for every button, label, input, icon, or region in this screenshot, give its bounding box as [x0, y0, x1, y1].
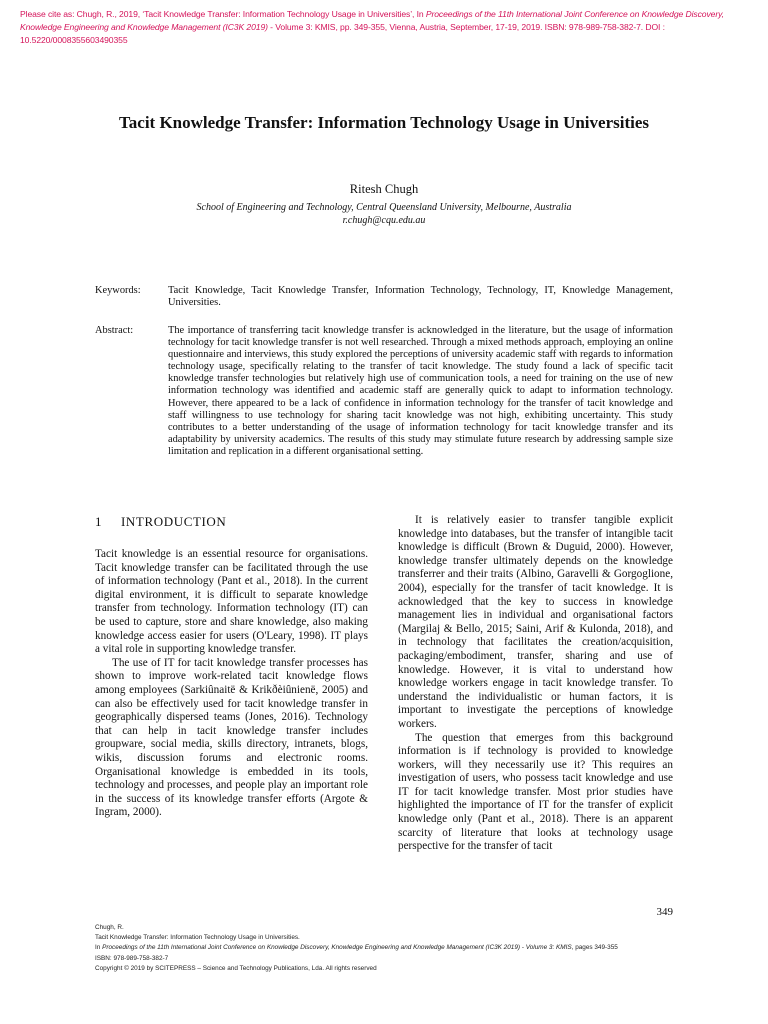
publication-footer: [95, 923, 735, 974]
paper-title: Tacit Knowledge Transfer: Information Technology Usage in Universities: [119, 113, 649, 132]
footer-isbn: ISBN: 978-989-758-382-7: [95, 954, 169, 962]
left-column: [95, 514, 368, 820]
intro-paragraph-4: The question that emerges from this background information is if technology is provided to knowledge workers, will they necessarily use it? This requires an investigation of users, who possess tacit knowledge and use IT for tacit knowledge transfer. Most prior studies have highlighted the importance of IT for the transfer of explicit knowledge only (Pant et al., 2018). There is an apparent scarcity of literature that looks at technology usage perspective for the transfer of tacit: [398, 731, 673, 853]
citation-post: - Volume 3: KMIS, pp. 349-355, Vienna, Austria, September, 17-19, 2019. ISBN: 978-989-758-382-7. DOI : 10.5220/0008355603490355: [20, 22, 665, 45]
footer-title: Tacit Knowledge Transfer: Information Technology Usage in Universities.: [95, 934, 300, 942]
affiliation: School of Engineering and Technology, Central Queensland University, Melbourne, Australia: [196, 202, 572, 213]
author-name: Ritesh Chugh: [349, 182, 419, 196]
footer-pages: , pages 349-355: [571, 944, 618, 952]
section-title: INTRODUCTION: [121, 514, 227, 529]
author-email: r.chugh@cqu.edu.au: [342, 215, 426, 226]
section-heading: [95, 514, 368, 530]
right-column: [398, 514, 673, 854]
footer-proceedings-title: Proceedings of the 11th International Joint Conference on Knowledge Discovery, Knowledge Engineering and Knowledge Management (IC3K 2019) - Volume 3: KMIS: [102, 944, 572, 952]
keywords-label: Keywords:: [95, 285, 141, 296]
keywords-text: Tacit Knowledge, Tacit Knowledge Transfer, Information Technology, Technology, IT, Knowledge Management, Universities.: [168, 285, 673, 309]
citation-notice: [20, 8, 750, 47]
intro-paragraph-2: The use of IT for tacit knowledge transfer processes has shown to improve work-related tacit knowledge flows among employees (Sarkiûnaitë & Krikðèiûnienë, 2005) and can also be effectively used for tacit knowledge transfer in geographically dispersed teams (Jones, 2016). Technology that can help in tacit knowledge transfer includes groupware, social media, skills directory, intranets, blogs, wikis, discussion forums and electronic rooms. Organisational knowledge is embedded in its tools, technology and processes, and people play an important role in the success of its knowledge transfer efforts (Argote & Ingram, 2000).: [95, 656, 368, 819]
citation-proceedings: Proceedings of the 11th International Joint Conference on Knowledge Discovery, Knowledge Engineering and Knowledge Management (IC3K 2019): [20, 9, 724, 32]
footer-author: Chugh, R.: [95, 924, 124, 931]
intro-paragraph-3: It is relatively easier to transfer tangible explicit knowledge into databases, but the transfer of intangible tacit knowledge is difficult (Brown & Duguid, 2000). However, knowledge transfer ultimately depends on the knowledge transferrer and their traits (Albino, Garavelli & Gorgoglione, 2004), especially for the transfer of tacit knowledge. It is acknowledged that the key to success in knowledge management lies in individual and organisational factors (Margilaj & Bello, 2015; Saini, Arif & Kulonda, 2018), and in technology that facilitates the creation/acquisition, packaging/embodiment, transfer, sharing and use of knowledge. However, it is vital to understand how knowledge workers engage in tacit knowledge transfer. To understand the individualistic or human factors, it is important to investigate the perceptions of knowledge workers.: [398, 514, 673, 730]
citation-pre: Please cite as: Chugh, R., 2019, ‘Tacit Knowledge Transfer: Information Technology Usage in Universities’, In: [20, 9, 426, 19]
page-number: 349: [656, 906, 673, 918]
footer-proceedings: [95, 943, 735, 953]
footer-in: In: [95, 944, 103, 952]
abstract-text: The importance of transferring tacit knowledge transfer is acknowledged in the literature, but the usage of information technology for tacit knowledge transfer is not well researched. Through a mixed methods approach, employing an online questionnaire and interviews, this study explored the perceptions of university academic staff with regards to information technology usage, specifically relating to the transfer of tacit knowledge. The study found a lack of specific tacit knowledge transfer technologies but relatively high use of communication tools, a need for training on the use of new information technology was identified and academic staff are generally quick to adapt to information technology. However, there appeared to be a lack of confidence in information technology for the transfer of tacit knowledge and staff willingness to use technology for sharing tacit knowledge was not high, exhibiting uncertainty. This study contributes to a better understanding of the usage of information technology for tacit knowledge transfer and its adaptability by university academics. The results of this study may stimulate future research by addressing sample size limitation and replication in a different organisational setting.: [168, 325, 673, 457]
section-number: 1: [95, 514, 103, 529]
abstract-label: Abstract:: [95, 325, 134, 336]
footer-copyright: Copyright © 2019 by SCITEPRESS – Science and Technology Publications, Lda. All rights reserved: [95, 964, 377, 972]
intro-paragraph-1: Tacit knowledge is an essential resource for organisations. Tacit knowledge transfer can be facilitated through the use of information technology (Pant et al., 2018). In the current digital environment, it is difficult to separate knowledge transfer from technology. Information technology (IT) can be used to capture, store and share knowledge, also making knowledge access easier for users (O'Leary, 1998). IT plays a vital role in supporting knowledge transfer.: [95, 548, 368, 656]
author-affiliation-block: [95, 201, 673, 227]
